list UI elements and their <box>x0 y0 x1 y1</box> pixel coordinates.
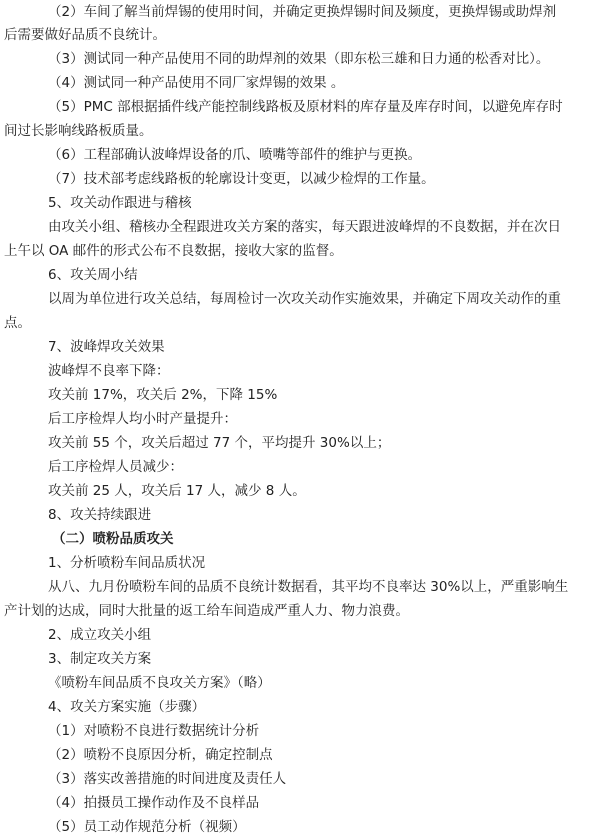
text-line: 攻关前 25 人，攻关后 17 人，减少 8 人。 <box>48 483 306 499</box>
text-line: （2）车间了解当前焊锡的使用时间，并确定更换焊锡时间及频度，更换焊锡或助焊剂 <box>48 4 557 20</box>
section-heading: 8、攻关持续跟进 <box>48 507 152 523</box>
text-line: 由攻关小组、稽核办全程跟进攻关方案的落实，每天跟进波峰焊的不良数据，并在次日 <box>48 219 561 235</box>
text-line: 后工序检焊人均小时产量提升： <box>48 411 237 427</box>
section-heading: 4、攻关方案实施（步骤） <box>48 699 206 715</box>
list-item: （5）员工动作规范分析（视频） <box>48 819 246 835</box>
text-line: 攻关前 55 个，攻关后超过 77 个，平均提升 30%以上； <box>48 435 391 451</box>
text-line: 后工序检焊人员减少： <box>48 459 183 475</box>
list-item: （3）落实改善措施的时间进度及责任人 <box>48 771 287 787</box>
text-line: 以周为单位进行攻关总结，每周检讨一次攻关动作实施效果，并确定下周攻关动作的重 <box>48 291 561 307</box>
text-line: 上午以 OA 邮件的形式公布不良数据，接收大家的监督。 <box>4 243 343 259</box>
section-heading: 3、制定攻关方案 <box>48 651 152 667</box>
section-heading: 5、攻关动作跟进与稽核 <box>48 195 192 211</box>
text-line: （7）技术部考虑线路板的轮廓设计变更，以减少检焊的工作量。 <box>48 171 435 187</box>
text-line: （4）测试同一种产品使用不同厂家焊锡的效果 。 <box>48 75 345 91</box>
text-line: 后需要做好品质不良统计。 <box>4 27 166 43</box>
text-line: 波峰焊不良率下降： <box>48 363 170 379</box>
text-line: 从八、九月份喷粉车间的品质不良统计数据看，其平均不良率达 30%以上，严重影响生 <box>48 579 569 595</box>
text-line: 点。 <box>4 315 31 331</box>
section-heading: 6、攻关周小结 <box>48 267 138 283</box>
text-line: （6）工程部确认波峰焊设备的爪、喷嘴等部件的维护与更换。 <box>48 147 422 163</box>
text-line: 《喷粉车间品质不良攻关方案》（略） <box>48 675 271 691</box>
list-item: （1）对喷粉不良进行数据统计分析 <box>48 723 260 739</box>
text-line: 产计划的达成，同时大批量的返工给车间造成严重人力、物力浪费。 <box>4 603 409 619</box>
text-line: 攻关前 17%，攻关后 2%，下降 15% <box>48 387 278 403</box>
section-heading: 2、成立攻关小组 <box>48 627 152 643</box>
section-heading: 7、波峰焊攻关效果 <box>48 339 165 355</box>
subsection-heading: （二）喷粉品质攻关 <box>52 531 174 547</box>
text-line: （5）PMC 部根据插件线产能控制线路板及原材料的库存量及库存时间，以避免库存时 <box>48 99 563 115</box>
text-line: （3）测试同一种产品使用不同的助焊剂的效果（即东松三雄和日力通的松香对比）。 <box>48 51 550 67</box>
section-heading: 1、分析喷粉车间品质状况 <box>48 555 206 571</box>
text-line: 间过长影响线路板质量。 <box>4 123 153 139</box>
list-item: （2）喷粉不良原因分析，确定控制点 <box>48 747 273 763</box>
list-item: （4）拍摄员工操作动作及不良样品 <box>48 795 260 811</box>
